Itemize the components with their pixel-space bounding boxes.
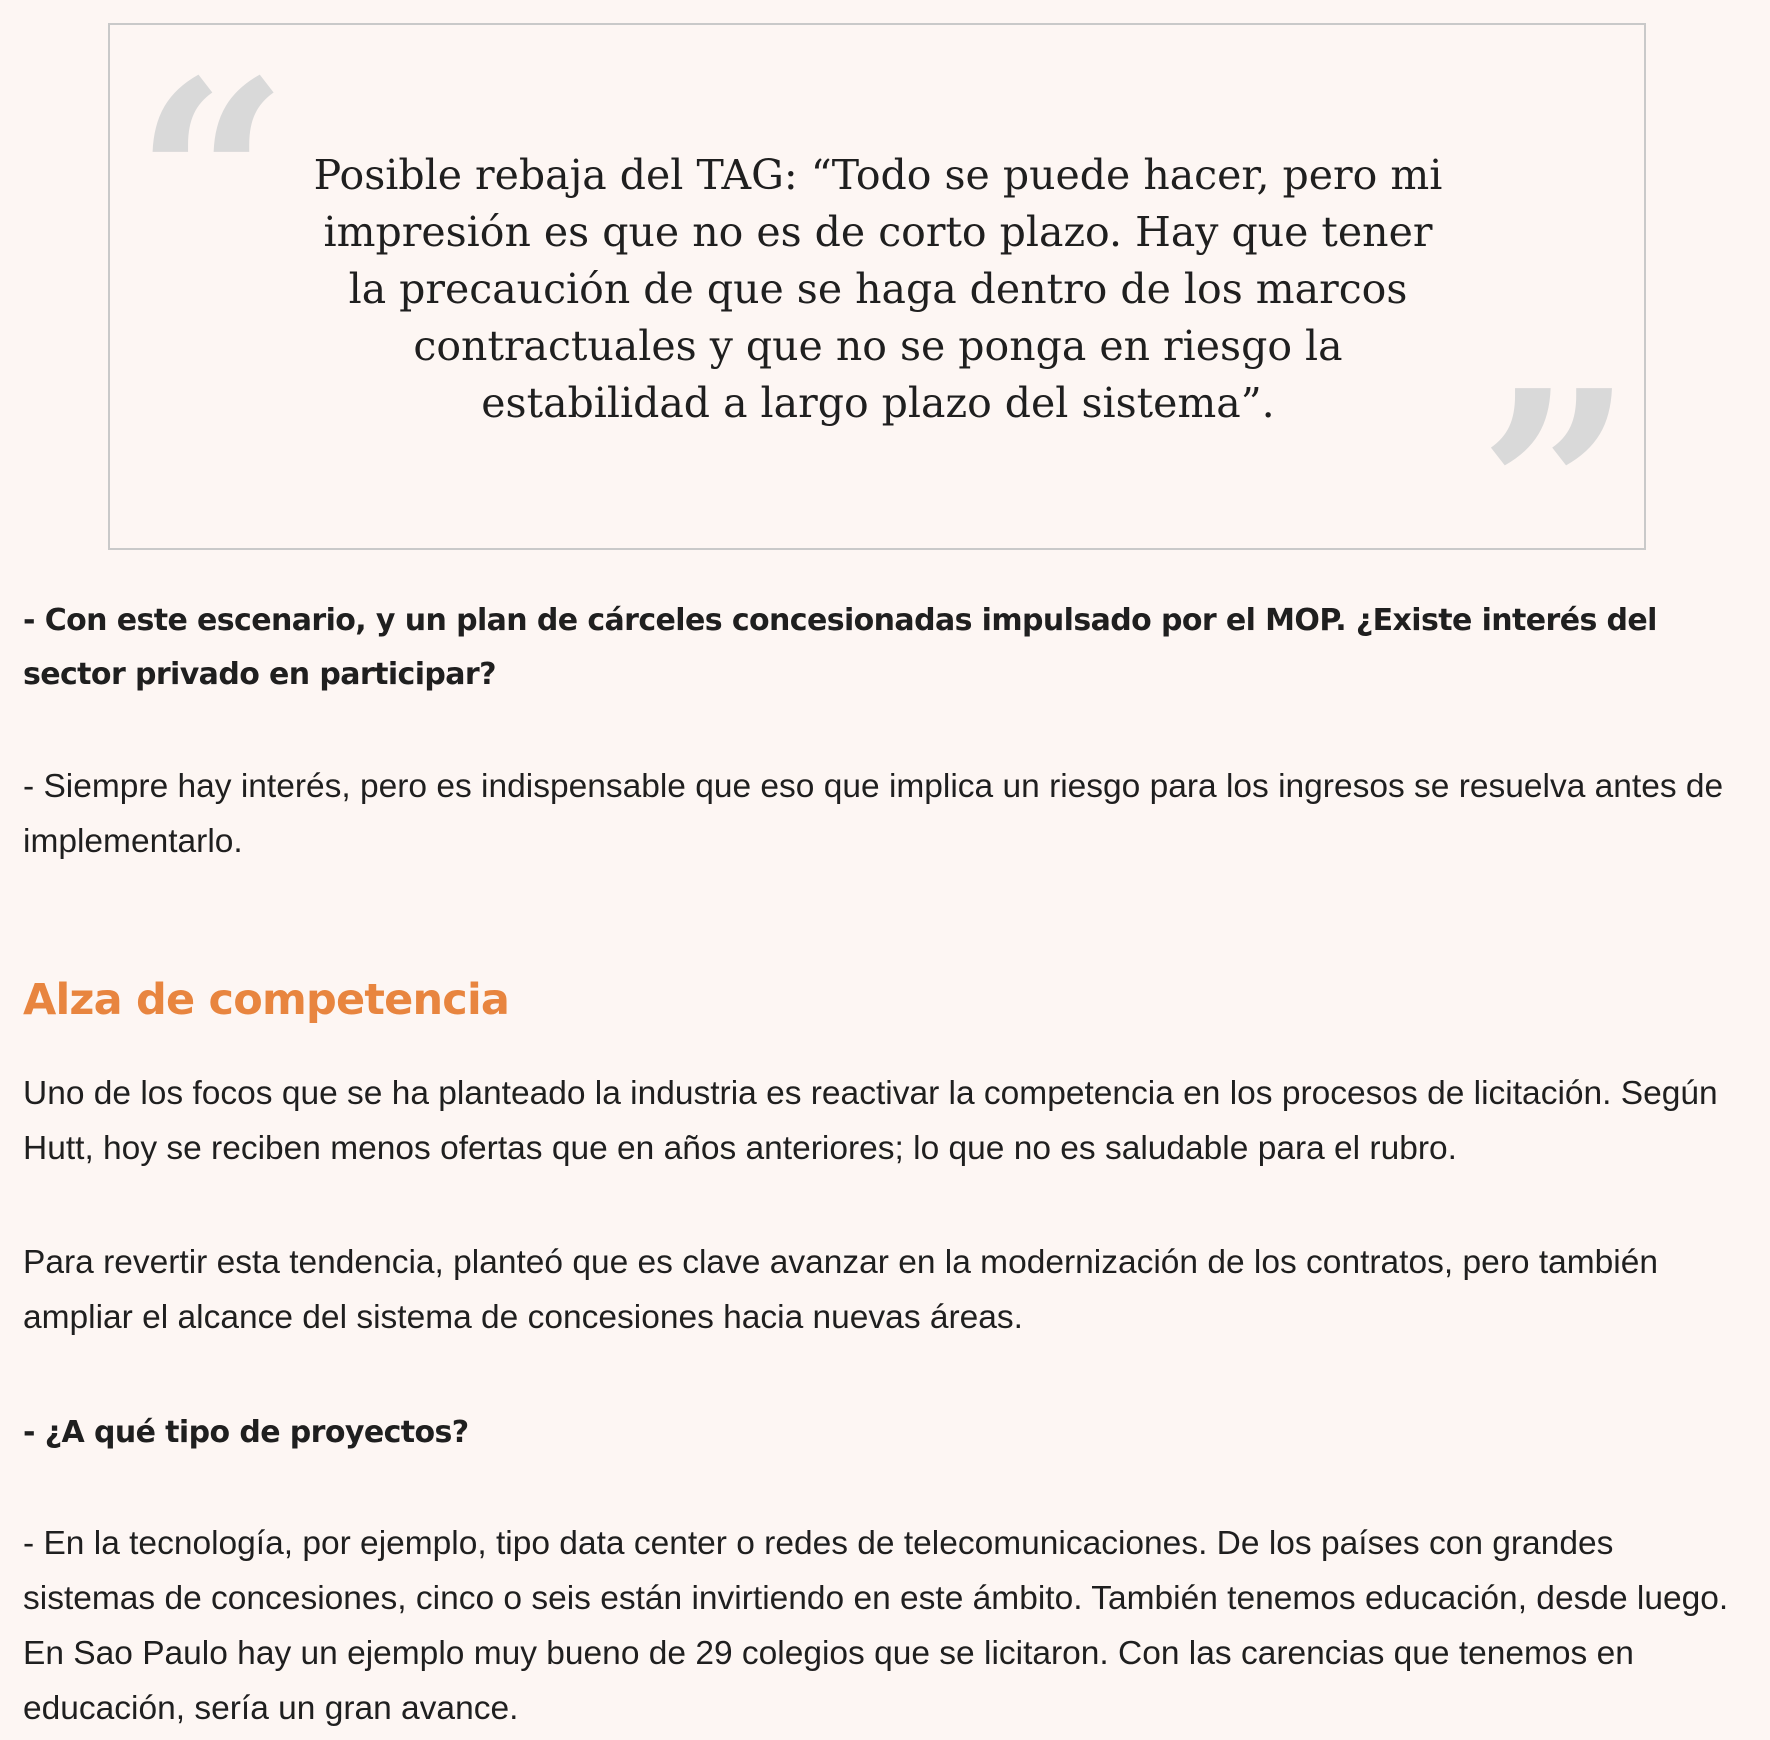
pull-quote-text: Posible rebaja del TAG: “Todo se puede hacer, pero mi impresión es que no es de corto plazo. Hay que tener la precaución de que se haga dentro de los marcos contractuales y que no se ponga en riesgo la estabilidad a largo plazo del sistema”. xyxy=(313,151,1443,427)
interview-answer-2: - En la tecnología, por ejemplo, tipo data center o redes de telecomunicaciones. De los países con grandes sistemas de concesiones, cinco o seis están invirtiendo en este ámbito. También tenemos educación, desde luego. En Sao Paulo hay un ejemplo muy bueno de 29 colegios que se licitaron. Con las carencias que tenemos en educación, sería un gran avance. xyxy=(23,1525,1729,1727)
article-paragraph-1: Uno de los focos que se ha planteado la industria es reactivar la competencia en los procesos de licitación. Según Hutt, hoy se reciben menos ofertas que en años anteriores; lo que no es saludable para el rubro. xyxy=(23,1075,1718,1167)
interview-question-1: - Con este escenario, y un plan de cárceles concesionadas impulsado por el MOP. ¿Existe interés del sector privado en participar? xyxy=(23,603,1657,692)
open-quote-icon: “ xyxy=(134,21,290,339)
interview-answer-1: - Siempre hay interés, pero es indispensable que eso que implica un riesgo para los ingresos se resuelva antes de implementarlo. xyxy=(23,768,1724,860)
article-paragraph-2: Para revertir esta tendencia, planteó que es clave avanzar en la modernización de los contratos, pero también ampliar el alcance del sistema de concesiones hacia nuevas áreas. xyxy=(23,1244,1659,1336)
close-quote-icon: ” xyxy=(1478,331,1634,649)
pull-quote-box xyxy=(108,21,1646,649)
section-heading: Alza de competencia xyxy=(23,975,510,1025)
interview-question-2: - ¿A qué tipo de proyectos? xyxy=(23,1415,469,1450)
